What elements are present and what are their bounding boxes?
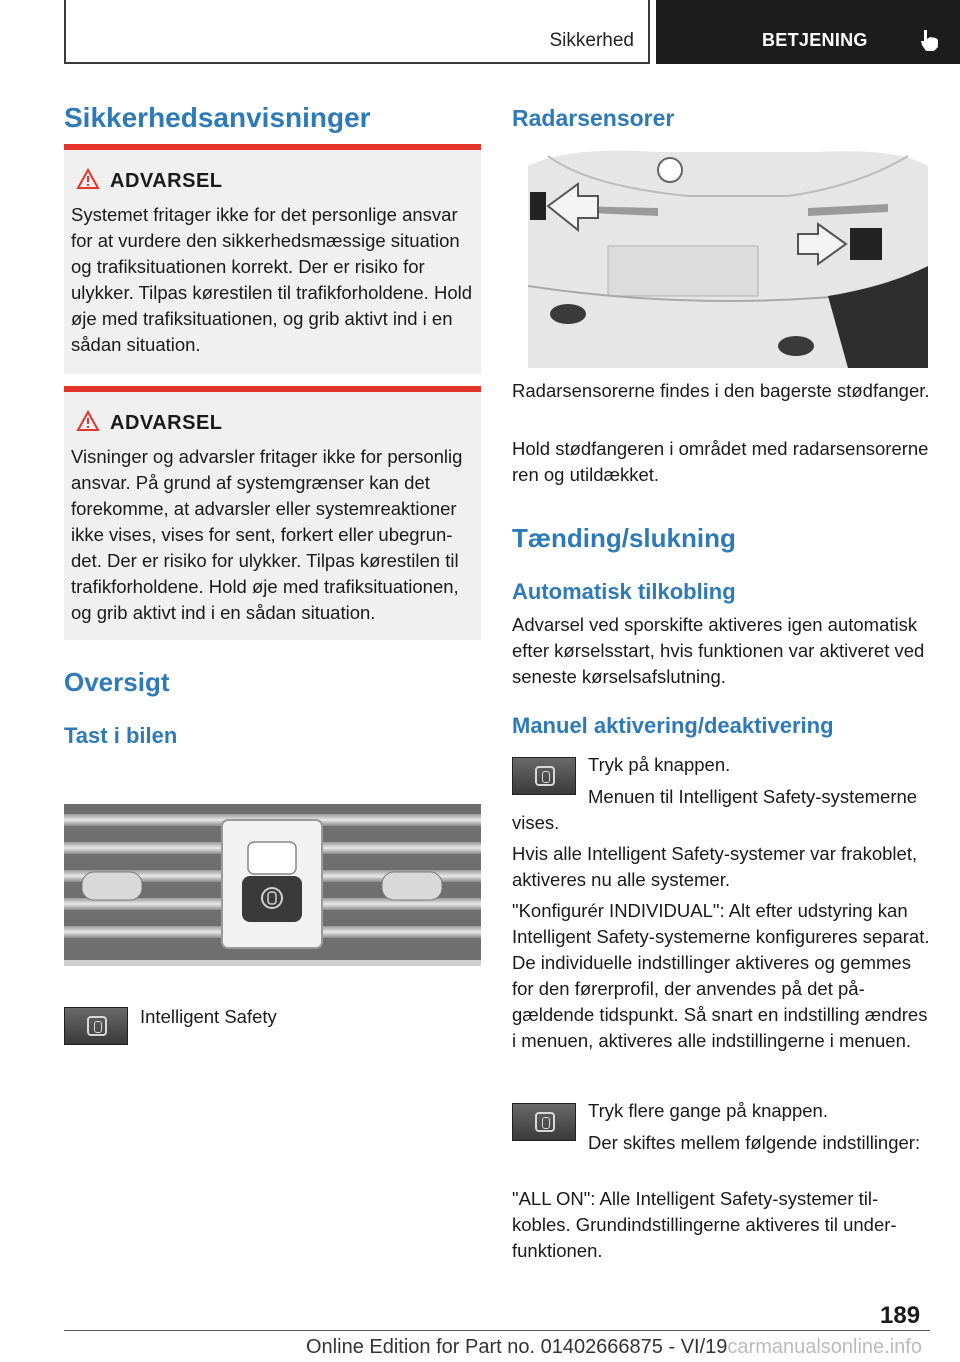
header-section-box	[64, 0, 650, 64]
intelligent-safety-button-icon	[64, 1007, 128, 1045]
paragraph-all-off: Hvis alle Intelligent Safety-systemer var frakoblet, aktiveres nu alle systemer.	[512, 843, 918, 890]
paragraph-individual: "Konfigurér INDIVIDUAL": Alt efter udstyring kan Intelligent Safety-systemerne konfigureres separat. De individuelle indstillinger aktiveres og gemmes for den førerprofil, der anvendes på det pågældende tidspunkt. Så snart en indstilling ændres i menuen, aktiveres alle indstillingerne i menuen.	[512, 900, 930, 1051]
warning-text: Visninger og advarsler fritager ikke for personlig ansvar. På grund af systemgrænser kan det forekomme, at advarsler eller systemreaktioner ikke vises, vises for sent, forkert eller ubegrundet. Der er risiko for ulykker. Tilpas kørestilen til trafikforholdene. Hold øje med trafiksituationen, og grib aktivt ind i en sådan situation.	[71, 446, 463, 623]
rear-bumper-radar-illustration	[528, 146, 928, 368]
warning-text: Systemet fritager ikke for det personlige ansvar for at vurdere den sikkerhedsmæssige situation og trafiksituationen korrekt. Der er risiko for ulykker. Tilpas kørestilen til trafikforholdene. Hold øje med trafiksituationen, og grib aktivt ind i en sådan situation.	[71, 204, 473, 355]
heading-overview: Oversigt	[64, 667, 170, 697]
pointing-hand-icon	[918, 28, 940, 52]
footer-edition	[306, 1336, 922, 1359]
header-chapter-label: BETJENING	[762, 30, 868, 50]
heading-automatic-activation: Automatisk tilkobling	[512, 579, 736, 604]
automatic-activation-text: Advarsel ved sporskifte aktiveres igen automatisk efter kørselsstart, hvis funktionen var aktiveret ved seneste kørselsafslutning.	[512, 614, 925, 687]
heading-button-in-car: Tast i bilen	[64, 723, 178, 748]
step1-menu-shown: Menuen til Intelligent Safety-systemerne vises.	[512, 786, 918, 833]
header-chapter-box	[656, 0, 960, 64]
warning-triangle-icon	[76, 410, 100, 432]
heading-radar-sensors: Radarsensorer	[512, 105, 675, 131]
footer-watermark: carmanualsonline.info	[727, 1336, 922, 1358]
paragraph-all-on: "ALL ON": Alle Intelligent Safety-systemer tilkobles. Grundindstillingerne aktiveres til underfunktionen.	[512, 1188, 897, 1261]
step2-toggle-settings: Der skiftes mellem følgende indstillinger:	[588, 1132, 921, 1153]
page-title: Sikkerhedsanvisninger	[64, 102, 371, 133]
radar-paragraph-1: Radarsensorerne findes i den bagerste stødfanger.	[512, 380, 930, 401]
page-number: 189	[880, 1302, 921, 1329]
heading-manual-activation: Manuel aktivering/deaktivering	[512, 713, 834, 738]
heading-ignition: Tænding/slukning	[512, 523, 736, 553]
intelligent-safety-button-illustration	[64, 764, 481, 986]
button-caption: Intelligent Safety	[140, 1006, 277, 1027]
footer-edition-text: Online Edition for Part no. 01402666875 - VI/19	[306, 1336, 728, 1358]
warning-box-2	[64, 386, 481, 640]
step1-press-button: Tryk på knappen.	[588, 754, 731, 775]
step2-press-repeatedly: Tryk flere gange på knappen.	[588, 1100, 828, 1121]
header-section-label: Sikkerhed	[549, 30, 634, 51]
warning-triangle-icon	[76, 168, 100, 190]
warning-label: ADVARSEL	[110, 412, 223, 434]
radar-paragraph-2: Hold stødfangeren i området med radarsensorerne ren og utildækket.	[512, 438, 929, 485]
warning-label: ADVARSEL	[110, 170, 223, 192]
warning-box-1	[64, 144, 481, 374]
footer-divider	[64, 1330, 930, 1331]
